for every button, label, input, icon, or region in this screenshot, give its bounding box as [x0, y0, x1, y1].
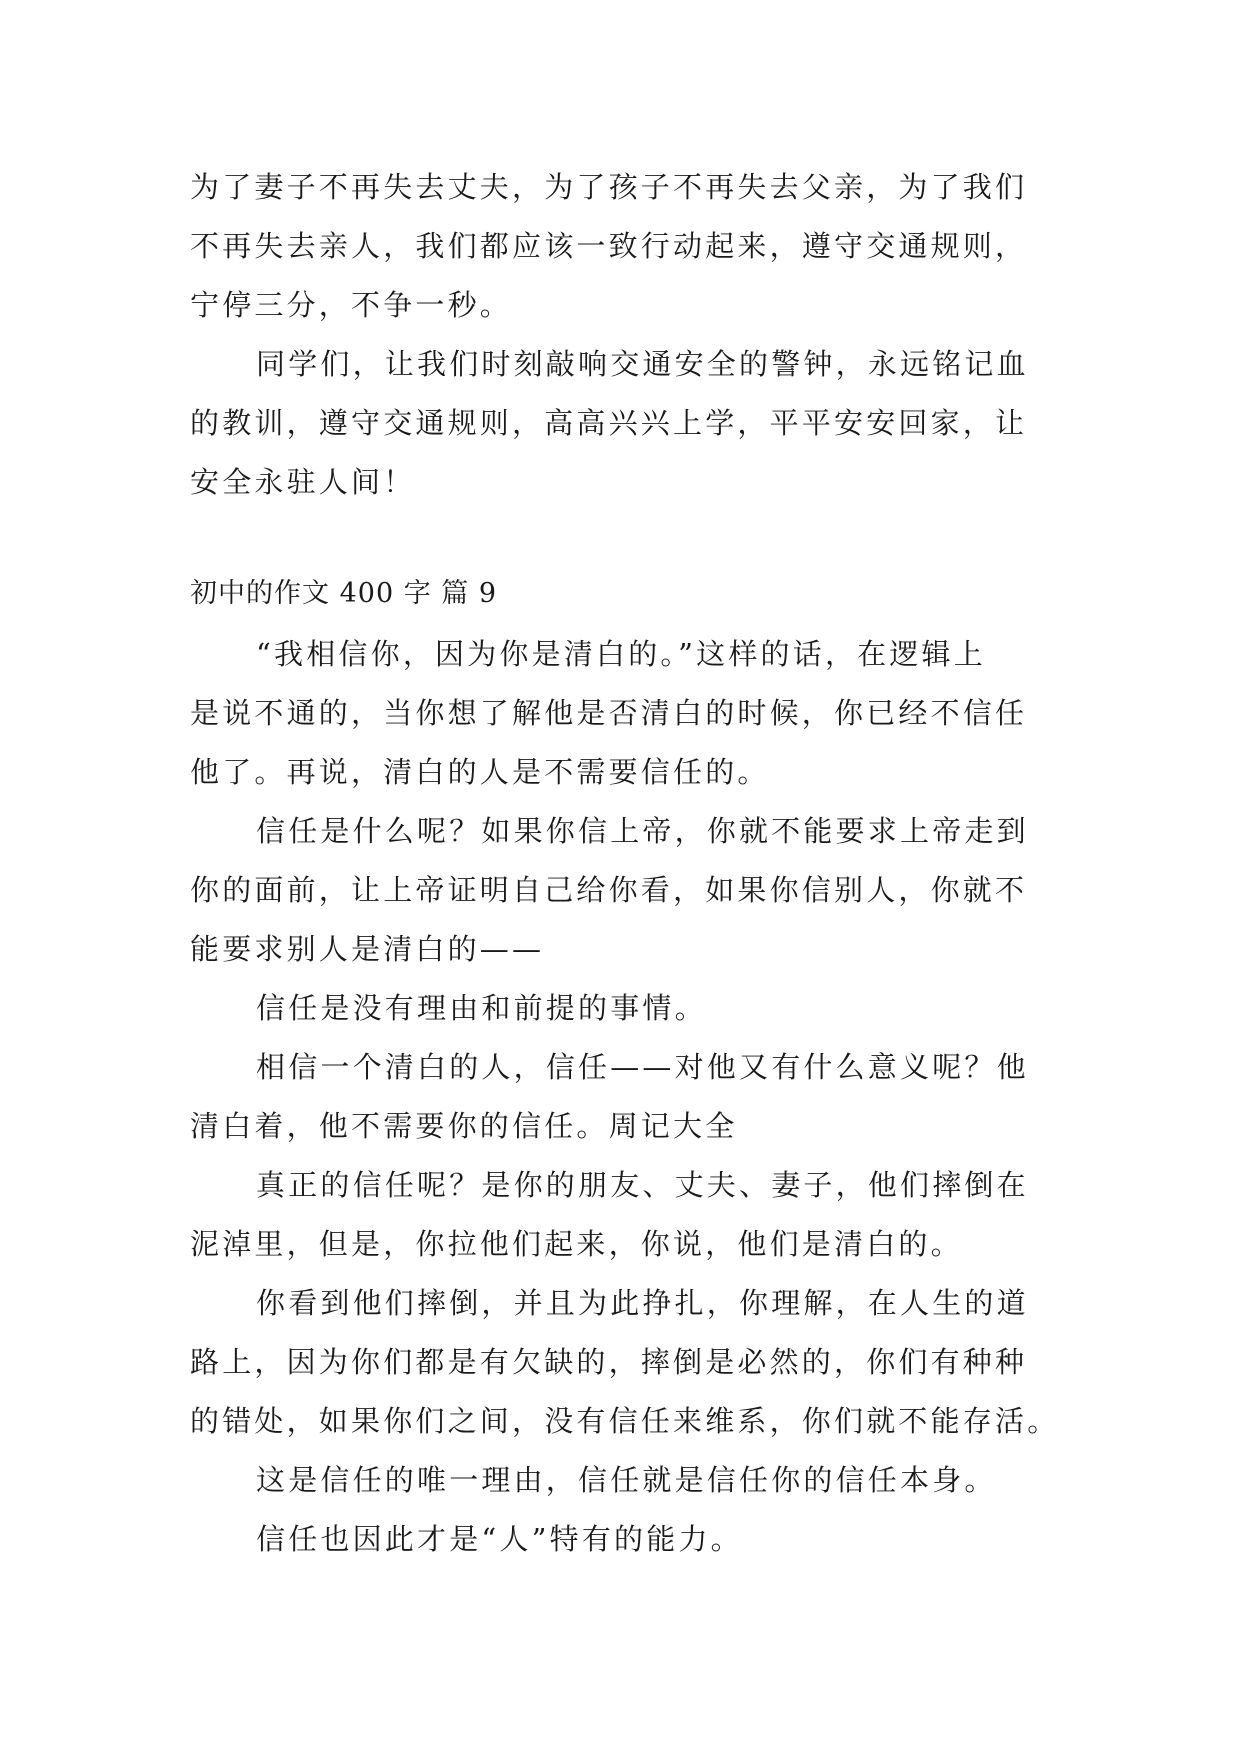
paragraph-line: 不再失去亲人，我们都应该一致行动起来，遵守交通规则，: [190, 229, 1028, 263]
paragraph-line: 安全永驻人间！: [190, 465, 416, 499]
paragraph-line: 信任也因此才是“人”特有的能力。: [256, 1522, 743, 1556]
paragraph-line: 相信一个清白的人，信任——对他又有什么意义呢？他: [256, 1050, 1029, 1084]
paragraph-line: 信任是没有理由和前提的事情。: [256, 991, 707, 1025]
paragraph-line: 的教训，遵守交通规则，高高兴兴上学，平平安安回家，让: [190, 406, 1028, 440]
paragraph-line: 能要求别人是清白的——: [190, 932, 545, 966]
paragraph-line: 是说不通的，当你想了解他是否清白的时候，你已经不信任: [190, 696, 1028, 730]
paragraph-line: 这是信任的唯一理由，信任就是信任你的信任本身。: [256, 1463, 997, 1497]
paragraph-line: 信任是什么呢？如果你信上帝，你就不能要求上帝走到: [256, 814, 1029, 848]
paragraph-line: 宁停三分，不争一秒。: [190, 288, 513, 322]
section-heading: 初中的作文 400 字 篇 9: [190, 578, 498, 609]
paragraph-line: 清白着，他不需要你的信任。周记大全: [190, 1109, 738, 1143]
paragraph-line: 你的面前，让上帝证明自己给你看，如果你信别人，你就不: [190, 873, 1028, 907]
paragraph-line: 他了。再说，清白的人是不需要信任的。: [190, 755, 770, 789]
paragraph-line: “我相信你，因为你是清白的。”这样的话，在逻辑上: [256, 637, 986, 671]
paragraph-line: 为了妻子不再失去丈夫，为了孩子不再失去父亲，为了我们: [190, 170, 1028, 204]
paragraph-line: 的错处，如果你们之间，没有信任来维系，你们就不能存活。: [190, 1404, 1060, 1438]
paragraph-line: 真正的信任呢？是你的朋友、丈夫、妻子，他们摔倒在: [256, 1168, 1029, 1202]
paragraph-line: 路上，因为你们都是有欠缺的，摔倒是必然的，你们有种种: [190, 1345, 1028, 1379]
paragraph-line: 泥淖里，但是，你拉他们起来，你说，他们是清白的。: [190, 1227, 963, 1261]
paragraph-line: 你看到他们摔倒，并且为此挣扎，你理解，在人生的道: [256, 1286, 1029, 1320]
paragraph-line: 同学们，让我们时刻敲响交通安全的警钟，永远铭记血: [256, 347, 1029, 381]
